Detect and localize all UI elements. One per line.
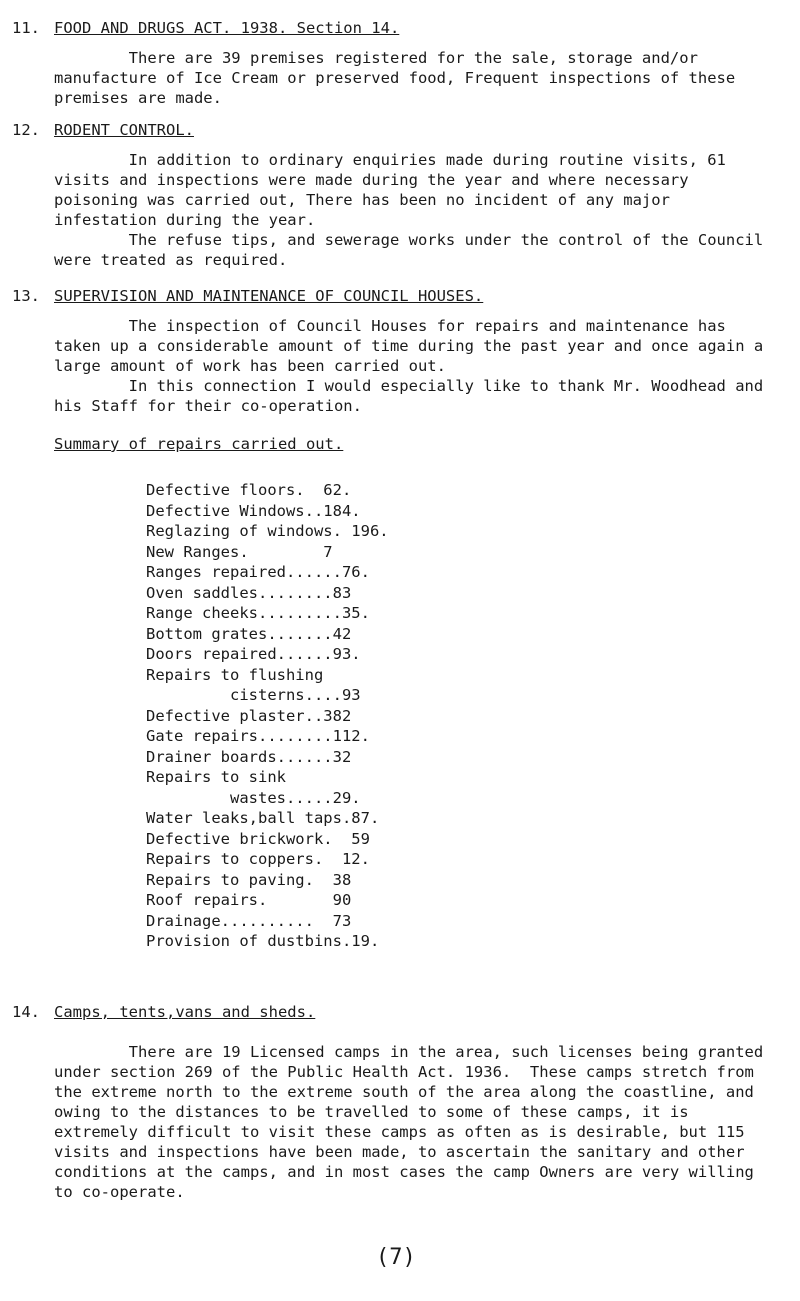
section-heading: Camps, tents,vans and sheds. — [54, 1003, 316, 1021]
repair-item: Defective plaster..382 — [146, 706, 352, 725]
repairs-list — [146, 480, 606, 952]
paragraph: The inspection of Council Houses for repairs and maintenance has taken up a considerable amount of time during the past year and once again a large amount of work has been carried out. — [54, 317, 773, 375]
repair-item: Provision of dustbins.19. — [146, 932, 380, 950]
repair-item: Repairs to paving. 38 — [146, 870, 352, 889]
repair-item: Repairs to sink — [146, 768, 286, 786]
paragraph: In this connection I would especially like to thank Mr. Woodhead and his Staff for their co-operation. — [54, 377, 773, 415]
repair-item: Defective brickwork. 59 — [146, 829, 370, 848]
repair-item: Water leaks,ball taps.87. — [146, 809, 380, 827]
repair-item: Reglazing of windows. 196. — [146, 522, 389, 540]
repair-item: Drainage.......... 73 — [146, 911, 352, 930]
section-heading: RODENT CONTROL. — [54, 121, 194, 139]
repair-item: Bottom grates.......42 — [146, 624, 352, 643]
section-body — [54, 316, 779, 416]
repair-item: Defective floors. 62. — [146, 481, 352, 499]
section-number: 12. — [12, 121, 40, 139]
repair-item: wastes.....29. — [146, 788, 361, 807]
paragraph: The refuse tips, and sewerage works under the control of the Council were treated as required. — [54, 231, 773, 269]
repair-item: Oven saddles........83 — [146, 583, 352, 602]
repair-item: Defective Windows..184. — [146, 501, 361, 520]
repair-item: Range cheeks.........35. — [146, 604, 370, 622]
section-heading: FOOD AND DRUGS ACT. 1938. Section 14. — [54, 19, 400, 37]
section-number: 13. — [12, 287, 40, 305]
summary-heading: Summary of repairs carried out. — [54, 435, 344, 453]
repair-item: Ranges repaired......76. — [146, 563, 370, 581]
section-body — [54, 1042, 779, 1202]
paragraph: There are 39 premises registered for the sale, storage and/or manufacture of Ice Cream or preserved food, Frequent inspections of these premises are made. — [54, 49, 745, 107]
repair-item: Repairs to flushing — [146, 665, 324, 684]
repair-item: New Ranges. 7 — [146, 542, 333, 561]
paragraph: In addition to ordinary enquiries made during routine visits, 61 visits and inspections were made during the year and where necessary poisoning was carried out, There has been no incident of any major infestation during the year. — [54, 151, 736, 229]
section-heading: SUPERVISION AND MAINTENANCE OF COUNCIL HOUSES. — [54, 287, 484, 305]
repair-item: cisterns....93 — [146, 686, 361, 704]
section-number: 11. — [12, 19, 40, 37]
repair-item: Roof repairs. 90 — [146, 891, 352, 909]
section-number: 14. — [12, 1003, 40, 1021]
section-body — [54, 48, 779, 108]
repair-item: Repairs to coppers. 12. — [146, 850, 370, 868]
repair-item: Doors repaired......93. — [146, 645, 361, 663]
paragraph: There are 19 Licensed camps in the area, such licenses being granted under section 269 of the Public Health Act. 1936. These camps stretch from the extreme north to the extreme south of the area along the coastline, and owing to the distances to be travelled to some of these camps, it is extremely difficult to visit these camps as often as is desirable, but 115 visits and inspections have been made, to ascertain the sanitary and other conditions at the camps, and in most cases the camp Owners are very willing to co-operate. — [54, 1043, 773, 1201]
section-body — [54, 150, 779, 270]
repair-item: Gate repairs........112. — [146, 727, 370, 745]
page-number: (7) — [376, 1245, 416, 1270]
repair-item: Drainer boards......32 — [146, 747, 352, 766]
